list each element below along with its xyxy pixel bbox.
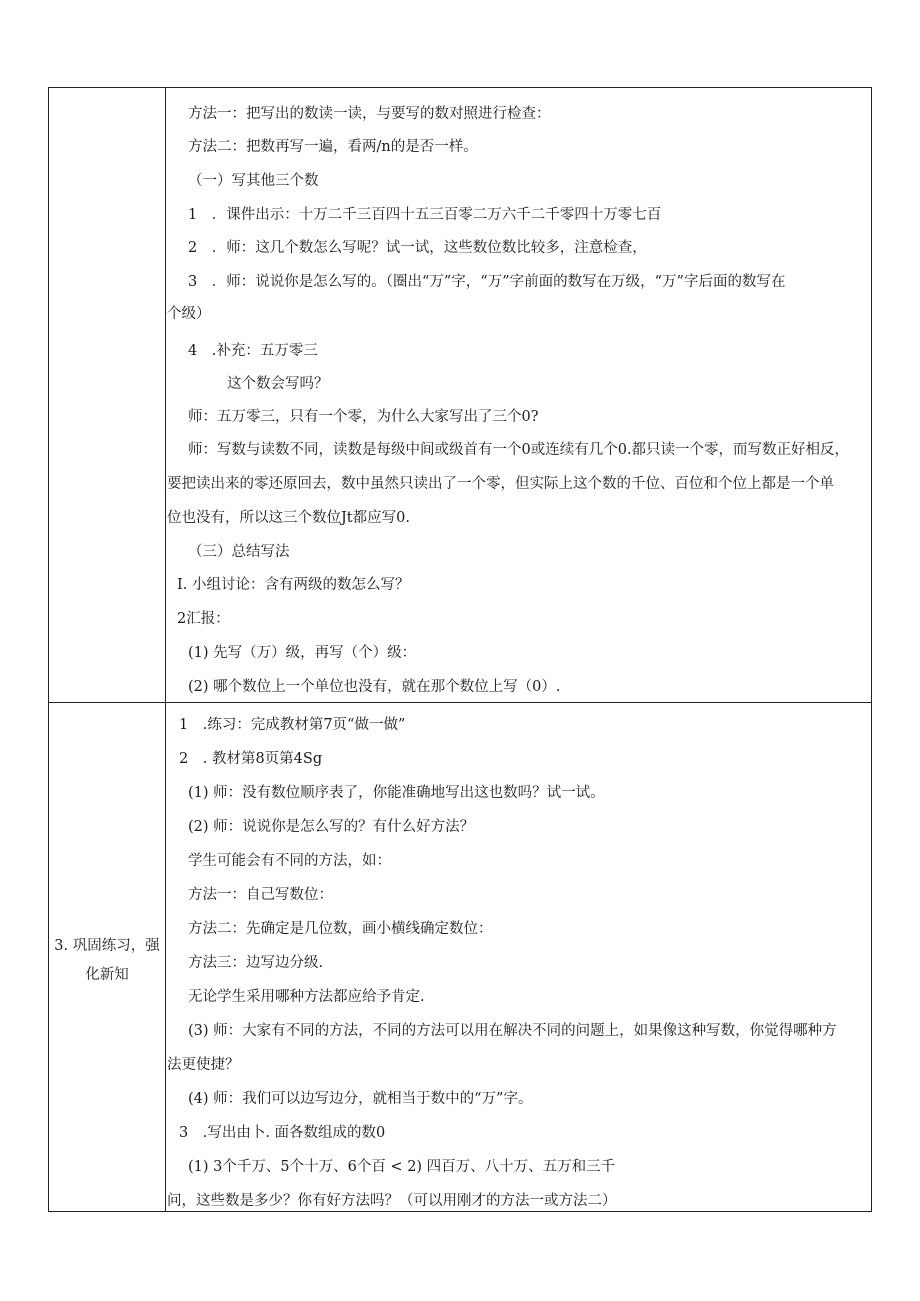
text-line: 个级） [167,306,211,322]
text-line: 2 . 教材第8页第4Sg [179,751,323,767]
text-line: (1) 师：没有数位顺序表了，你能准确地写出这也数吗？试一试。 [188,785,605,801]
text-line: 方法三：边写边分级. [188,955,324,971]
text-line: 方法一：自己写数位： [188,887,333,903]
text-line: (1) 先写（万）级，再写（个）级： [188,645,417,661]
text-line: 3 .写出由卜. 面各数组成的数0 [179,1125,386,1141]
text-line: 2 ．师：这几个数怎么写呢？试一试，这些数位数比较多，注意检查， [188,240,647,256]
text-line: (4) 师：我们可以边写边分，就相当于数中的“万”字。 [188,1091,533,1107]
text-line: （三）总结写法 [188,544,290,560]
text-line: 这个数会写吗？ [227,376,329,392]
text-line: 3 ．师：说说你是怎么写的。（圈出“万”字，“万”字前面的数写在万级，“万”字后面的数写在 [188,274,786,290]
text-line: 要把读出来的零还原回去，数中虽然只读出了一个零，但实际上这个数的千位、百位和个位上都是一个单 [167,476,834,492]
text-line: 师：写数与读数不同，读数是每级中间或级首有一个0或连续有几个0.都只读一个零，而写数正好相反， [188,442,850,458]
section-label-line-1: 3. 巩固练习，强 [54,938,160,954]
text-line: 方法二：先确定是几位数，画小横线确定数位： [188,921,493,937]
text-line: (2) 师：说说你是怎么写的？有什么好方法？ [188,819,475,835]
text-line: 1 .练习：完成教材第7页“做一做” [179,717,406,733]
text-line: 学生可能会有不同的方法，如： [188,853,391,869]
text-line: 方法一：把写出的数读一读，与要写的数对照进行检查： [188,106,551,122]
section-label-line-2: 化新知 [85,967,129,983]
text-line: 方法二：把数再写一遍，看两/n的是否一样。 [188,139,478,155]
section-label [50,932,164,990]
text-line: 问，这些数是多少？你有好方法吗？（可以用刚才的方法一或方法二） [167,1193,617,1209]
text-line: （一）写其他三个数 [188,173,319,189]
text-line: (3) 师：大家有不同的方法，不同的方法可以用在解决不同的问题上，如果像这种写数，你觉得哪种方 [188,1023,837,1039]
text-line: 2汇报： [177,611,230,627]
text-line: 位也没有，所以这三个数位Jt都应写0. [167,510,410,526]
text-line: 无论学生采用哪种方法都应给予肯定. [188,989,425,1005]
text-line: 4 .补充：五万零三 [188,343,318,359]
text-line: 1 ．课件出示：十万二千三百四十五三百零二万六千二千零四十万零七百 [188,207,662,223]
text-line: I. 小组讨论：含有两级的数怎么写？ [177,577,410,593]
column-divider [165,87,166,1212]
text-line: (2) 哪个数位上一个单位也没有，就在那个数位上写（0）. [188,679,561,695]
text-line: (1) 3个千万、5个十万、6个百 < 2) 四百万、八十万、五万和三千 [188,1159,616,1175]
text-line: 师：五万零三，只有一个零，为什么大家写出了三个0? [188,409,539,425]
text-line: 法更使捷？ [167,1057,240,1073]
content-cell [167,88,871,1211]
